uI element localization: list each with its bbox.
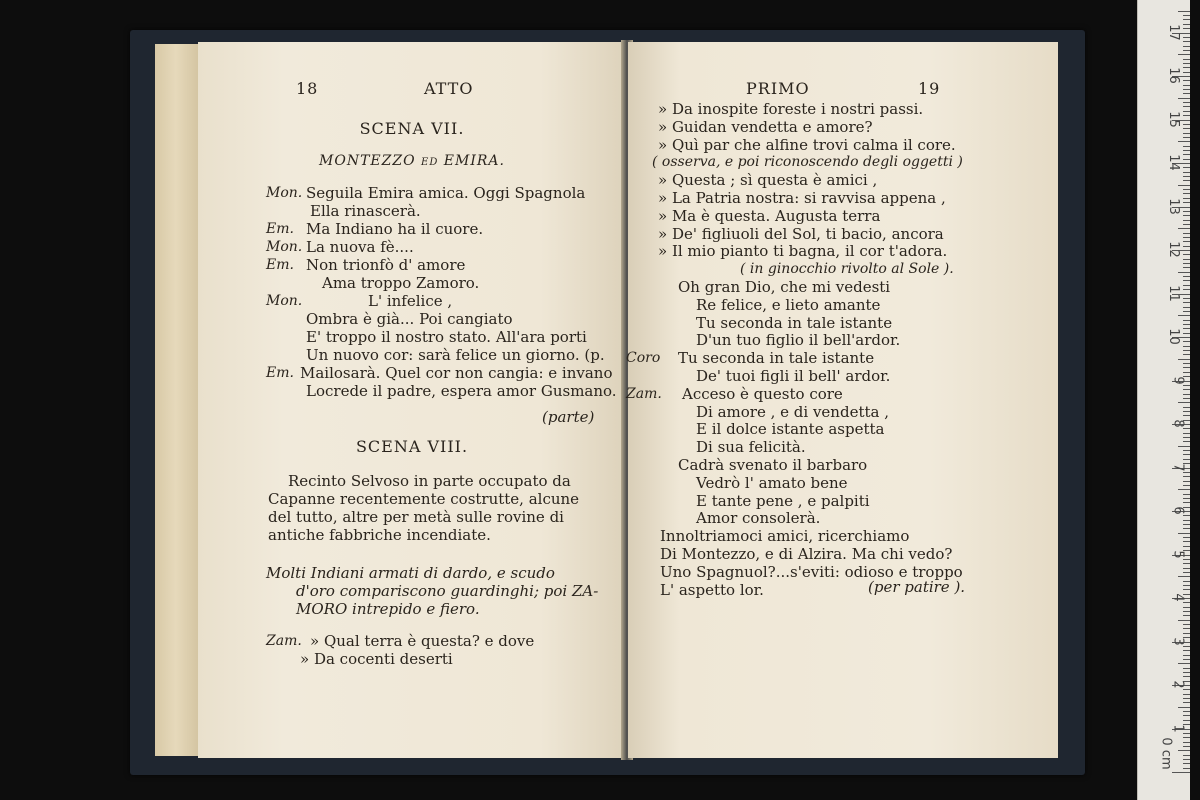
left-dialogue-line: Ombra è già... Poi cangiato (306, 310, 513, 328)
ruler-tick (1183, 581, 1190, 582)
ruler-tick (1178, 489, 1190, 490)
ruler-tick (1183, 167, 1190, 168)
ruler-tick (1183, 111, 1190, 112)
ruler-tick (1183, 154, 1190, 155)
right-dialogue-line: De' tuoi figli il bell' ardor. (696, 367, 891, 385)
ruler-tick (1178, 272, 1190, 273)
ruler-tick (1178, 11, 1190, 12)
ruler-tick (1178, 576, 1190, 577)
left-speaker-label: Em. (266, 221, 294, 237)
stage-direction-3: MORO intrepido e fiero. (296, 600, 480, 618)
scene-8-desc-3: del tutto, altre per metà sulle rovine di (268, 508, 564, 526)
ruler-tick (1183, 241, 1190, 242)
ruler-tick (1178, 750, 1190, 751)
ruler-tick (1183, 41, 1190, 42)
ruler-tick (1183, 298, 1190, 299)
ruler-tick (1183, 367, 1190, 368)
left-speaker-label: Mon. (266, 185, 303, 201)
right-dialogue-line: » Da inospite foreste i nostri passi. (658, 100, 924, 118)
ruler-tick (1183, 515, 1190, 516)
left-dialogue-line: Non trionfò d' amore (306, 256, 466, 274)
zam-line-2: » Da cocenti deserti (300, 650, 453, 668)
measurement-ruler (1137, 0, 1190, 800)
ruler-number: 13 (1166, 197, 1182, 215)
ruler-tick (1183, 389, 1190, 390)
ruler-tick (1183, 354, 1190, 355)
ruler-tick (1183, 280, 1190, 281)
ruler-tick (1183, 676, 1190, 677)
ruler-tick (1183, 133, 1190, 134)
right-dialogue-line: » Ma è questa. Augusta terra (658, 206, 881, 225)
ruler-tick (1183, 715, 1190, 716)
ruler-number: 1 (1170, 723, 1186, 733)
ruler-tick (1183, 650, 1190, 651)
ruler-tick (1183, 150, 1190, 151)
ruler-tick (1183, 498, 1190, 499)
zam-speaker: Zam. (266, 633, 302, 649)
ruler-tick (1183, 172, 1190, 173)
ruler-tick (1183, 363, 1190, 364)
ruler-tick (1183, 585, 1190, 586)
ruler-tick (1183, 237, 1190, 238)
ruler-tick (1183, 524, 1190, 525)
scene-8-desc-1: Recinto Selvoso in parte occupato da (288, 472, 571, 490)
ruler-tick (1183, 485, 1190, 486)
ruler-tick (1183, 15, 1190, 16)
ruler-tick (1183, 146, 1190, 147)
ruler-tick (1183, 737, 1190, 738)
ruler-tick (1178, 185, 1190, 186)
ruler-tick (1178, 446, 1190, 447)
ruler-number: 14 (1166, 154, 1182, 171)
ruler-tick (1183, 302, 1190, 303)
right-speaker-label: Coro (626, 350, 661, 367)
ruler-number: 12 (1166, 241, 1182, 258)
ruler-tick (1183, 220, 1190, 221)
ruler-tick (1183, 159, 1190, 160)
left-exit-note: (parte) (542, 408, 595, 426)
ruler-tick (1183, 115, 1190, 116)
left-dialogue-line: Ella rinascerà. (310, 202, 421, 220)
right-dialogue-line: » Il mio pianto ti bagna, il cor t'adora. (658, 242, 948, 261)
ruler-tick (1178, 141, 1190, 142)
ruler-tick (1183, 450, 1190, 451)
right-dialogue-line: Uno Spagnuol?...s'eviti: odioso e troppo (660, 562, 963, 581)
ruler-tick (1178, 98, 1190, 99)
ruler-tick (1183, 328, 1190, 329)
ruler-tick (1183, 394, 1190, 395)
left-dialogue-line: Seguila Emira amica. Oggi Spagnola (306, 184, 586, 202)
ruler-tick (1183, 180, 1190, 181)
ruler-tick (1183, 106, 1190, 107)
right-dialogue-line: Amor consolerà. (696, 509, 821, 528)
ruler-tick (1183, 694, 1190, 695)
ruler-tick (1183, 311, 1190, 312)
ruler-tick (1183, 646, 1190, 647)
stage-direction: ( in ginocchio rivolto al Sole ). (740, 261, 954, 278)
ruler-tick (1183, 198, 1190, 199)
ruler-tick (1183, 689, 1190, 690)
ruler-number: 3 (1170, 636, 1186, 646)
ruler-unit-label: 0 cm (1158, 737, 1174, 770)
ruler-number: 8 (1170, 419, 1186, 428)
ruler-tick (1178, 228, 1190, 229)
ruler-tick (1183, 602, 1190, 603)
ruler-tick (1183, 411, 1190, 412)
ruler-tick (1183, 659, 1190, 660)
right-dialogue-line: » Guidan vendetta e amore? (658, 117, 873, 136)
ruler-tick (1183, 454, 1190, 455)
ruler-tick (1183, 233, 1190, 234)
left-page (198, 42, 626, 758)
ruler-tick (1183, 59, 1190, 60)
ruler-tick (1183, 137, 1190, 138)
ruler-tick (1183, 624, 1190, 625)
right-exit-note: (per patire ). (868, 578, 966, 596)
ruler-tick (1183, 633, 1190, 634)
ruler-tick (1183, 672, 1190, 673)
right-dialogue-line: Tu seconda in tale istante (678, 349, 875, 368)
ruler-tick (1183, 259, 1190, 260)
ruler-tick (1183, 285, 1190, 286)
right-dialogue-line: Di sua felicità. (696, 438, 806, 457)
right-page (628, 42, 1058, 758)
ruler-tick (1183, 611, 1190, 612)
right-dialogue-line: Di amore , e di vendetta , (696, 402, 889, 421)
right-dialogue-line: Innoltriamoci amici, ricerchiamo (660, 527, 910, 546)
right-dialogue-line: Oh gran Dio, che mi vedesti (678, 278, 891, 296)
ruler-number: 11 (1166, 284, 1182, 302)
stage-direction-1: Molti Indiani armati di dardo, e scudo (266, 564, 555, 582)
ruler-tick (1178, 359, 1190, 360)
ruler-tick (1183, 537, 1190, 538)
ruler-tick (1183, 476, 1190, 477)
ruler-tick (1183, 350, 1190, 351)
ruler-tick (1183, 568, 1190, 569)
ruler-tick (1183, 546, 1190, 547)
right-dialogue-line: Re felice, e lieto amante (696, 295, 881, 314)
zam-line-1: » Qual terra è questa? e dove (310, 632, 535, 650)
left-dialogue-line: E' troppo il nostro stato. All'ara porti (306, 328, 587, 346)
ruler-tick (1183, 541, 1190, 542)
ruler-tick (1183, 520, 1190, 521)
ruler-tick (1183, 415, 1190, 416)
scene-7-title: SCENA VII. (359, 119, 465, 138)
ruler-tick (1183, 481, 1190, 482)
ruler-tick (1183, 668, 1190, 669)
ruler-tick (1183, 46, 1190, 47)
ruler-tick (1172, 772, 1190, 773)
ruler-tick (1178, 533, 1190, 534)
ruler-tick (1183, 528, 1190, 529)
ruler-tick (1183, 572, 1190, 573)
ruler-number: 6 (1170, 506, 1186, 515)
right-dialogue-line: » Quì par che alfine trovi calma il core. (658, 135, 956, 154)
right-dialogue-line: Vedrò l' amato bene (696, 473, 848, 492)
ruler-tick (1183, 189, 1190, 190)
ruler-tick (1183, 759, 1190, 760)
ruler-tick (1183, 333, 1190, 334)
right-dialogue-line: Cadrà svenato il barbaro (678, 456, 868, 474)
ruler-tick (1183, 67, 1190, 68)
ruler-number: 16 (1166, 67, 1182, 84)
ruler-tick (1183, 428, 1190, 429)
ruler-tick (1183, 80, 1190, 81)
left-speaker-label: Em. (266, 365, 294, 381)
left-page-number: 18 (296, 79, 319, 98)
ruler-tick (1183, 768, 1190, 769)
left-dialogue-line: La nuova fè.... (306, 238, 414, 256)
ruler-tick (1183, 346, 1190, 347)
ruler-tick (1183, 559, 1190, 560)
ruler-tick (1183, 742, 1190, 743)
ruler-tick (1183, 267, 1190, 268)
left-dialogue-line: Mailosarà. Quel cor non cangia: e invano (300, 364, 613, 382)
ruler-number: 7 (1170, 462, 1186, 472)
ruler-tick (1178, 402, 1190, 403)
ruler-tick (1183, 589, 1190, 590)
right-dialogue-line: » Questa ; sì questa è amici , (658, 171, 878, 190)
ruler-tick (1183, 407, 1190, 408)
ruler-number: 15 (1166, 110, 1182, 128)
ruler-tick (1183, 320, 1190, 321)
right-dialogue-line: » La Patria nostra: si ravvisa appena , (658, 189, 946, 207)
left-speaker-label: Mon. (266, 293, 303, 309)
ruler-tick (1183, 607, 1190, 608)
ruler-tick (1183, 341, 1190, 342)
ruler-tick (1183, 324, 1190, 325)
ruler-tick (1183, 563, 1190, 564)
ruler-number: 4 (1170, 593, 1186, 602)
ruler-tick (1183, 494, 1190, 495)
ruler-tick (1183, 655, 1190, 656)
ruler-tick (1183, 702, 1190, 703)
right-dialogue-line: E tante pene , e palpiti (696, 491, 870, 510)
ruler-tick (1183, 441, 1190, 442)
ruler-number: 5 (1170, 549, 1186, 559)
ruler-tick (1178, 315, 1190, 316)
ruler-tick (1183, 211, 1190, 212)
ruler-tick (1183, 72, 1190, 73)
ruler-number: 17 (1166, 23, 1182, 41)
left-dialogue-line: Un nuovo cor: sarà felice un giorno. (p. (306, 346, 605, 364)
ruler-tick (1183, 263, 1190, 264)
right-dialogue-line: » De' figliuoli del Sol, ti bacio, ancora (658, 224, 944, 243)
ruler-tick (1183, 307, 1190, 308)
ruler-tick (1183, 733, 1190, 734)
ruler-tick (1183, 50, 1190, 51)
ruler-tick (1183, 433, 1190, 434)
ruler-tick (1183, 711, 1190, 712)
ruler-tick (1183, 276, 1190, 277)
ruler-tick (1183, 93, 1190, 94)
ruler-tick (1178, 663, 1190, 664)
ruler-tick (1183, 89, 1190, 90)
ruler-tick (1183, 289, 1190, 290)
ruler-tick (1183, 19, 1190, 20)
ruler-tick (1183, 720, 1190, 721)
ruler-tick (1183, 254, 1190, 255)
ruler-number: 9 (1170, 375, 1186, 385)
ruler-tick (1183, 698, 1190, 699)
ruler-tick (1183, 372, 1190, 373)
ruler-tick (1183, 202, 1190, 203)
right-dialogue-line: Di Montezzo, e di Alzira. Ma chi vedo? (660, 545, 953, 563)
ruler-tick (1183, 502, 1190, 503)
right-page-number: 19 (918, 79, 941, 98)
scene-7-cast: MONTEZZO ed EMIRA. (319, 153, 505, 169)
stage-direction-2: d'oro compariscono guardinghi; poi ZA- (296, 582, 599, 600)
ruler-tick (1178, 54, 1190, 55)
ruler-tick (1183, 176, 1190, 177)
left-dialogue-line: Ama troppo Zamoro. (322, 274, 480, 292)
ruler-tick (1183, 459, 1190, 460)
ruler-tick (1178, 707, 1190, 708)
ruler-tick (1183, 24, 1190, 25)
scene-8-title: SCENA VIII. (355, 437, 469, 456)
ruler-tick (1178, 620, 1190, 621)
ruler-tick (1183, 628, 1190, 629)
scene-8-desc-4: antiche fabbriche incendiate. (268, 526, 491, 544)
ruler-tick (1183, 215, 1190, 216)
ruler-tick (1183, 763, 1190, 764)
right-speaker-label: Zam. (626, 385, 662, 402)
right-dialogue-line: L' aspetto lor. (660, 580, 764, 599)
ruler-tick (1183, 37, 1190, 38)
ruler-tick (1183, 385, 1190, 386)
ruler-tick (1183, 224, 1190, 225)
right-dialogue-line: Acceso è questo core (682, 384, 843, 403)
ruler-tick (1183, 746, 1190, 747)
left-speaker-label: Mon. (266, 239, 303, 255)
ruler-number: 2 (1170, 680, 1186, 689)
ruler-tick (1183, 615, 1190, 616)
ruler-tick (1183, 193, 1190, 194)
ruler-tick (1183, 28, 1190, 29)
ruler-tick (1183, 755, 1190, 756)
right-dialogue-line: Tu seconda in tale istante (696, 313, 893, 332)
stage-direction: ( osserva, e poi riconoscendo degli oggetti ) (652, 154, 963, 171)
ruler-tick (1183, 124, 1190, 125)
ruler-tick (1183, 102, 1190, 103)
left-running-head: ATTO (424, 79, 474, 98)
ruler-tick (1183, 398, 1190, 399)
left-dialogue-line: Ma Indiano ha il cuore. (306, 220, 484, 238)
left-dialogue-line: Locrede il padre, espera amor Gusmano. (306, 382, 617, 400)
right-dialogue-line: E il dolce istante aspetta (696, 420, 885, 439)
ruler-tick (1183, 472, 1190, 473)
scene-8-desc-2: Capanne recentemente costrutte, alcune (268, 490, 580, 508)
left-dialogue-line: L' infelice , (368, 292, 453, 310)
ruler-tick (1183, 85, 1190, 86)
ruler-tick (1183, 63, 1190, 64)
ruler-number: 10 (1166, 328, 1182, 345)
ruler-tick (1183, 246, 1190, 247)
right-running-head: PRIMO (746, 79, 810, 98)
right-dialogue-line: D'un tuo figlio il bell'ardor. (696, 331, 901, 350)
ruler-tick (1183, 128, 1190, 129)
left-speaker-label: Em. (266, 257, 294, 273)
ruler-tick (1183, 437, 1190, 438)
